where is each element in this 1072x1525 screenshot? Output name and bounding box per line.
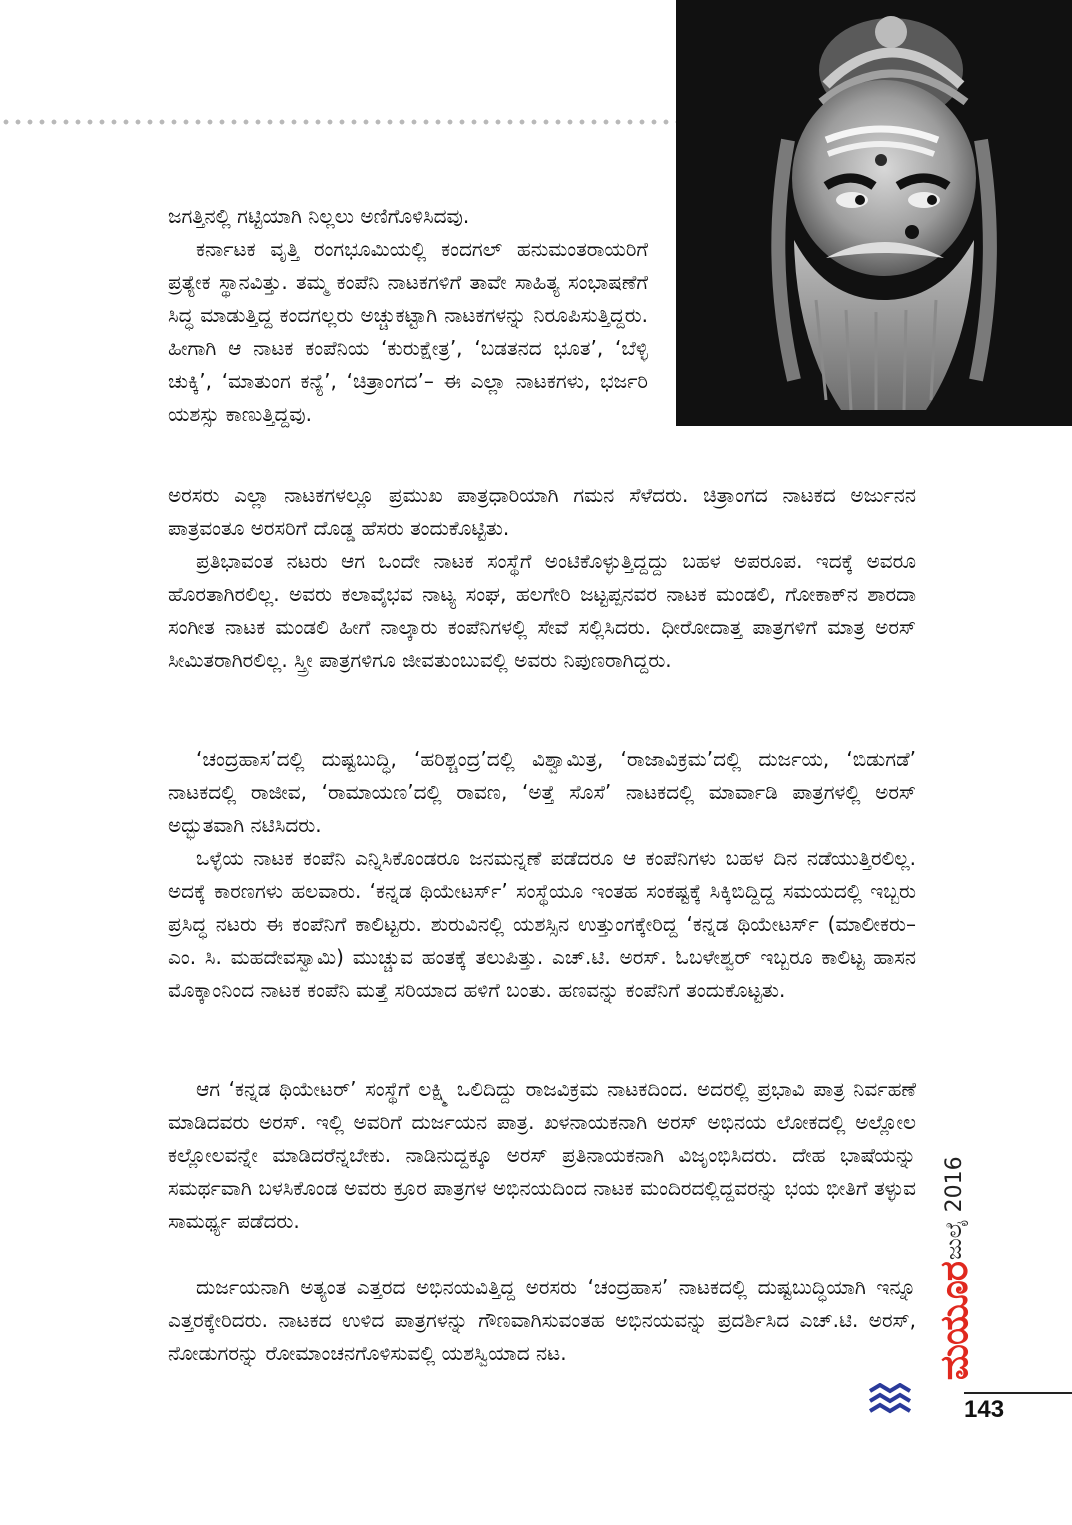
footer-rule	[964, 1392, 1072, 1394]
magazine-name: ಮಯೂರ	[932, 1262, 976, 1381]
paragraph-5: ‘ಚಂದ್ರಹಾಸ’ದಲ್ಲಿ ದುಷ್ಟಬುದ್ಧಿ, ‘ಹರಿಶ್ಚಂದ್ರ’ದಲ್ಲಿ ವಿಶ್ವಾಮಿತ್ರ, ‘ರಾಜಾವಿಕ್ರಮ’ದಲ್ಲಿ ದುರ್ಜಯ, ‘ಬಿಡುಗಡೆ’ ನಾಟಕದಲ್ಲಿ ರಾಜೀವ, ‘ರಾಮಾಯಣ’ದಲ್ಲಿ ರಾವಣ, ‘ಅತ್ತೆ ಸೊಸೆ’ ನಾಟಕದಲ್ಲಿ ಮಾರ್ವಾಡಿ ಪಾತ್ರಗಳಲ್ಲಿ ಅರಸ್ ಅದ್ಭುತವಾಗಿ ನಟಿಸಿದರು.	[168, 747, 916, 837]
magazine-logo-icon	[868, 1383, 916, 1417]
paragraph-8: ದುರ್ಜಯನಾಗಿ ಅತ್ಯಂತ ಎತ್ತರದ ಅಭಿನಯವಿತ್ತಿದ್ದ ಅರಸರು ‘ಚಂದ್ರಹಾಸ’ ನಾಟಕದಲ್ಲಿ ದುಷ್ಟಬುದ್ಧಿಯಾಗಿ ಇನ್ನೂ ಎತ್ತರಕ್ಕೇರಿದರು. ನಾಟಕದ ಉಳಿದ ಪಾತ್ರಗಳನ್ನು ಗೌಣವಾಗಿಸುವಂತಹ ಅಭಿನಯವನ್ನು ಪ್ರದರ್ಶಿಸಿದ ಎಚ್.ಟಿ. ಅರಸ್, ನೋಡುಗರನ್ನು ರೋಮಾಂಚನಗೊಳಿಸುವಲ್ಲಿ ಯಶಸ್ವಿಯಾದ ನಟ.	[168, 1275, 916, 1365]
actor-photo	[676, 0, 1072, 426]
page-number: 143	[964, 1396, 1005, 1423]
actor-portrait-illustration	[676, 0, 1072, 426]
paragraph-2: ಕರ್ನಾಟಕ ವೃತ್ತಿ ರಂಗಭೂಮಿಯಲ್ಲಿ ಕಂದಗಲ್ ಹನುಮಂತರಾಯರಿಗೆ ಪ್ರತ್ಯೇಕ ಸ್ಥಾನವಿತ್ತು. ತಮ್ಮ ಕಂಪೆನಿ ನಾಟಕಗಳಿಗೆ ತಾವೇ ಸಾಹಿತ್ಯ ಸಂಭಾಷಣೆಗೆ ಸಿದ್ಧ ಮಾಡುತ್ತಿದ್ದ ಕಂದಗಲ್ಲರು ಅಚ್ಚುಕಟ್ಟಾಗಿ ನಾಟಕಗಳನ್ನು ನಿರೂಪಿಸುತ್ತಿದ್ದರು. ಹೀಗಾಗಿ ಆ ನಾಟಕ ಕಂಪೆನಿಯ ‘ಕುರುಕ್ಷೇತ್ರ’, ‘ಬಡತನದ ಭೂತ’, ‘ಬೆಳ್ಳಿ ಚುಕ್ಕಿ’, ‘ಮಾತುಂಗ ಕನ್ಯೆ’, ‘ಚಿತ್ರಾಂಗದ’– ಈ ಎಲ್ಲಾ ನಾಟಕಗಳು, ಭರ್ಜರಿ ಯಶಸ್ಸು ಕಾಣುತ್ತಿದ್ದವು.	[168, 237, 648, 426]
paragraph-7: ಆಗ ‘ಕನ್ನಡ ಥಿಯೇಟರ್’ ಸಂಸ್ಥೆಗೆ ಲಕ್ಷ್ಮಿ ಒಲಿದಿದ್ದು ರಾಜವಿಕ್ರಮ ನಾಟಕದಿಂದ. ಅದರಲ್ಲಿ ಪ್ರಭಾವಿ ಪಾತ್ರ ನಿರ್ವಹಣೆ ಮಾಡಿದವರು ಅರಸ್. ಇಲ್ಲಿ ಅವರಿಗೆ ದುರ್ಜಯನ ಪಾತ್ರ. ಖಳನಾಯಕನಾಗಿ ಅರಸ್ ಅಭಿನಯ ಲೋಕದಲ್ಲಿ ಅಲ್ಲೋಲ ಕಲ್ಲೋಲವನ್ನೇ ಮಾಡಿದರೆನ್ನಬೇಕು. ನಾಡಿನುದ್ದಕ್ಕೂ ಅರಸ್ ಪ್ರತಿನಾಯಕನಾಗಿ ವಿಜೃಂಭಿಸಿದರು. ದೇಹ ಭಾಷೆಯನ್ನು ಸಮರ್ಥವಾಗಿ ಬಳಸಿಕೊಂಡ ಅವರು ಕ್ರೂರ ಪಾತ್ರಗಳ ಅಭಿನಯದಿಂದ ನಾಟಕ ಮಂದಿರದಲ್ಲಿದ್ದವರನ್ನು ಭಯ ಭೀತಿಗೆ ತಳ್ಳುವ ಸಾಮರ್ಥ್ಯ ಪಡೆದರು.	[168, 1077, 916, 1233]
dotted-divider	[0, 118, 676, 126]
paragraph-3: ಅರಸರು ಎಲ್ಲಾ ನಾಟಕಗಳಲ್ಲೂ ಪ್ರಮುಖ ಪಾತ್ರಧಾರಿಯಾಗಿ ಗಮನ ಸೆಳೆದರು. ಚಿತ್ರಾಂಗದ ನಾಟಕದ ಅರ್ಜುನನ ಪಾತ್ರವಂತೂ ಅರಸರಿಗೆ ದೊಡ್ಡ ಹೆಸರು ತಂದುಕೊಟ್ಟಿತು.	[168, 483, 916, 540]
issue-date: ಜುಲೈ 2016	[942, 1156, 967, 1260]
paragraph-4: ಪ್ರತಿಭಾವಂತ ನಟರು ಆಗ ಒಂದೇ ನಾಟಕ ಸಂಸ್ಥೆಗೆ ಅಂಟಿಕೊಳ್ಳುತ್ತಿದ್ದದ್ದು ಬಹಳ ಅಪರೂಪ. ಇದಕ್ಕೆ ಅವರೂ ಹೊರತಾಗಿರಲಿಲ್ಲ. ಅವರು ಕಲಾವೈಭವ ನಾಟ್ಯ ಸಂಘ, ಹಲಗೇರಿ ಜಟ್ಟಪ್ಪನವರ ನಾಟಕ ಮಂಡಲಿ, ಗೋಕಾಕ್‌ನ ಶಾರದಾ ಸಂಗೀತ ನಾಟಕ ಮಂಡಲಿ ಹೀಗೆ ನಾಲ್ಕಾರು ಕಂಪೆನಿಗಳಲ್ಲಿ ಸೇವೆ ಸಲ್ಲಿಸಿದರು. ಧೀರೋದಾತ್ತ ಪಾತ್ರಗಳಿಗೆ ಮಾತ್ರ ಅರಸ್ ಸೀಮಿತರಾಗಿರಲಿಲ್ಲ. ಸ್ತ್ರೀ ಪಾತ್ರಗಳಿಗೂ ಜೀವತುಂಬುವಲ್ಲಿ ಅವರು ನಿಪುಣರಾಗಿದ್ದರು.	[168, 549, 916, 672]
paragraph-6: ಒಳ್ಳೆಯ ನಾಟಕ ಕಂಪೆನಿ ಎನ್ನಿಸಿಕೊಂಡರೂ ಜನಮನ್ನಣೆ ಪಡೆದರೂ ಆ ಕಂಪೆನಿಗಳು ಬಹಳ ದಿನ ನಡೆಯುತ್ತಿರಲಿಲ್ಲ. ಅದಕ್ಕೆ ಕಾರಣಗಳು ಹಲವಾರು. ‘ಕನ್ನಡ ಥಿಯೇಟರ್ಸ್’ ಸಂಸ್ಥೆಯೂ ಇಂತಹ ಸಂಕಷ್ಟಕ್ಕೆ ಸಿಕ್ಕಿಬಿದ್ದಿದ್ದ ಸಮಯದಲ್ಲಿ ಇಬ್ಬರು ಪ್ರಸಿದ್ಧ ನಟರು ಈ ಕಂಪೆನಿಗೆ ಕಾಲಿಟ್ಟರು. ಶುರುವಿನಲ್ಲಿ ಯಶಸ್ಸಿನ ಉತ್ತುಂಗಕ್ಕೇರಿದ್ದ ‘ಕನ್ನಡ ಥಿಯೇಟರ್ಸ್ (ಮಾಲೀಕರು–ಎಂ. ಸಿ. ಮಹದೇವಸ್ವಾಮಿ) ಮುಚ್ಚುವ ಹಂತಕ್ಕೆ ತಲುಪಿತ್ತು. ಎಚ್.ಟಿ. ಅರಸ್. ಓಬಳೇಶ್ವರ್ ಇಬ್ಬರೂ ಕಾಲಿಟ್ಟ ಹಾಸನ ಮೊಕ್ಕಾಂನಿಂದ ನಾಟಕ ಕಂಪೆನಿ ಮತ್ತೆ ಸರಿಯಾದ ಹಳಿಗೆ ಬಂತು. ಹಣವನ್ನು ಕಂಪೆನಿಗೆ ತಂದುಕೊಟ್ಟತು.	[168, 846, 916, 1002]
paragraph-1: ಜಗತ್ತಿನಲ್ಲಿ ಗಟ್ಟಿಯಾಗಿ ನಿಲ್ಲಲು ಅಣಿಗೊಳಿಸಿದವು.	[168, 204, 470, 228]
